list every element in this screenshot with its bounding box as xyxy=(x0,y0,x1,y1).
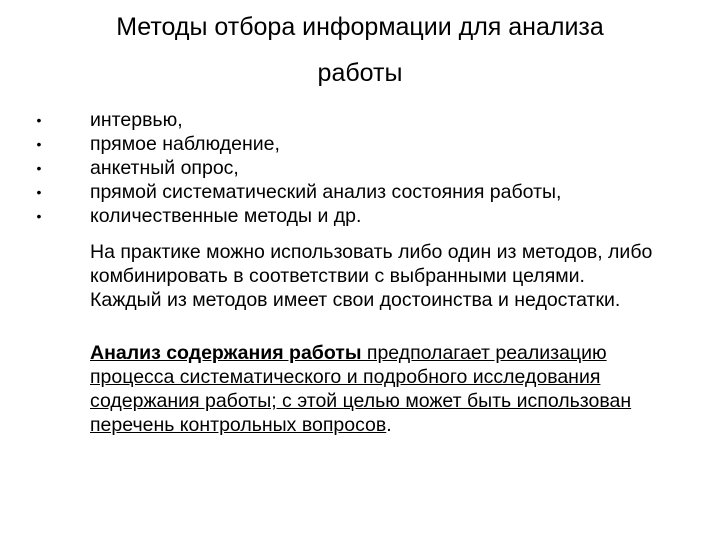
bullet-text: количественные методы и др. xyxy=(90,205,362,227)
bullet-text: прямое наблюдение, xyxy=(90,133,280,155)
bullet-text: анкетный опрос, xyxy=(90,157,239,179)
slide-title-line-1: Методы отбора информации для анализа xyxy=(116,13,604,41)
paragraph-end: . xyxy=(386,414,392,436)
bullet-icon: • xyxy=(36,208,42,224)
slide-title-line-2: работы xyxy=(317,59,403,87)
bullet-text: интервью, xyxy=(90,109,183,131)
bullet-icon: • xyxy=(36,136,42,152)
bullet-icon: • xyxy=(36,184,42,200)
bullet-icon: • xyxy=(36,160,42,176)
paragraph-job-analysis xyxy=(90,341,660,437)
bullet-icon: • xyxy=(36,112,42,128)
paragraph-methods: На практике можно использовать либо один из методов, либо комбинировать в соответствии с выбранными целями. Каждый из методов имеет свои достоинства и недостатки. xyxy=(90,241,653,311)
bullet-text: прямой систематический анализ состояния работы, xyxy=(90,181,562,203)
job-analysis-term: Анализ содержания работы xyxy=(90,342,362,364)
job-analysis-definition: предполагает реализацию процесса систематического и подробного исследования содержания работы; с этой целью может быть использован перечень контрольных вопросов xyxy=(90,342,632,436)
